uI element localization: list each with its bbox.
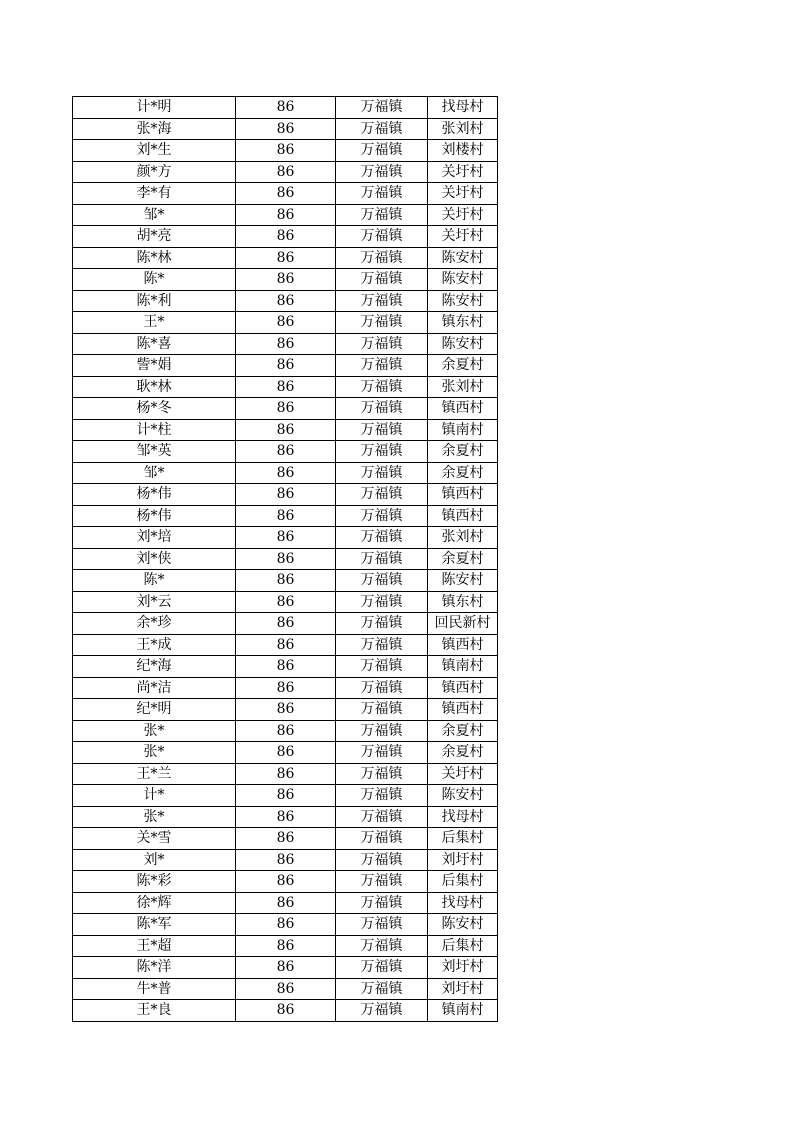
score-cell: 86 <box>236 613 336 635</box>
table-row <box>73 419 498 441</box>
table-row <box>73 333 498 355</box>
town-cell: 万福镇 <box>336 376 428 398</box>
town-cell: 万福镇 <box>336 548 428 570</box>
name-cell: 计*柱 <box>73 419 236 441</box>
score-cell: 86 <box>236 677 336 699</box>
village-cell: 刘圩村 <box>428 978 498 1000</box>
name-cell: 王*良 <box>73 1000 236 1022</box>
village-cell: 镇西村 <box>428 505 498 527</box>
name-cell: 刘* <box>73 849 236 871</box>
name-cell: 计* <box>73 785 236 807</box>
village-cell: 关圩村 <box>428 204 498 226</box>
town-cell: 万福镇 <box>336 785 428 807</box>
town-cell: 万福镇 <box>336 355 428 377</box>
name-cell: 胡*亮 <box>73 226 236 248</box>
village-cell: 关圩村 <box>428 763 498 785</box>
town-cell: 万福镇 <box>336 763 428 785</box>
score-cell: 86 <box>236 763 336 785</box>
name-cell: 王*成 <box>73 634 236 656</box>
table-row <box>73 978 498 1000</box>
score-cell: 86 <box>236 871 336 893</box>
table-row <box>73 505 498 527</box>
village-cell: 余夏村 <box>428 720 498 742</box>
table-row <box>73 441 498 463</box>
town-cell: 万福镇 <box>336 699 428 721</box>
score-cell: 86 <box>236 1000 336 1022</box>
village-cell: 回民新村 <box>428 613 498 635</box>
village-cell: 关圩村 <box>428 161 498 183</box>
table-row <box>73 247 498 269</box>
name-cell: 杨*伟 <box>73 505 236 527</box>
table-row <box>73 204 498 226</box>
village-cell: 陈安村 <box>428 333 498 355</box>
name-cell: 邹* <box>73 204 236 226</box>
town-cell: 万福镇 <box>336 892 428 914</box>
town-cell: 万福镇 <box>336 957 428 979</box>
name-cell: 陈*洋 <box>73 957 236 979</box>
table-row <box>73 871 498 893</box>
village-cell: 找母村 <box>428 806 498 828</box>
town-cell: 万福镇 <box>336 441 428 463</box>
table-row <box>73 462 498 484</box>
score-cell: 86 <box>236 828 336 850</box>
score-cell: 86 <box>236 505 336 527</box>
name-cell: 余*珍 <box>73 613 236 635</box>
name-cell: 纪*明 <box>73 699 236 721</box>
town-cell: 万福镇 <box>336 828 428 850</box>
name-cell: 陈* <box>73 269 236 291</box>
score-cell: 86 <box>236 118 336 140</box>
town-cell: 万福镇 <box>336 742 428 764</box>
name-cell: 徐*辉 <box>73 892 236 914</box>
village-cell: 镇西村 <box>428 634 498 656</box>
score-cell: 86 <box>236 441 336 463</box>
score-cell: 86 <box>236 892 336 914</box>
town-cell: 万福镇 <box>336 247 428 269</box>
score-cell: 86 <box>236 333 336 355</box>
name-cell: 王* <box>73 312 236 334</box>
name-cell: 陈*利 <box>73 290 236 312</box>
village-cell: 张刘村 <box>428 376 498 398</box>
score-cell: 86 <box>236 527 336 549</box>
village-cell: 镇东村 <box>428 312 498 334</box>
table-row <box>73 484 498 506</box>
village-cell: 刘圩村 <box>428 849 498 871</box>
table-row <box>73 376 498 398</box>
town-cell: 万福镇 <box>336 419 428 441</box>
village-cell: 后集村 <box>428 828 498 850</box>
village-cell: 陈安村 <box>428 247 498 269</box>
score-cell: 86 <box>236 806 336 828</box>
village-cell: 刘楼村 <box>428 140 498 162</box>
score-cell: 86 <box>236 226 336 248</box>
score-cell: 86 <box>236 785 336 807</box>
table-row <box>73 226 498 248</box>
town-cell: 万福镇 <box>336 484 428 506</box>
town-cell: 万福镇 <box>336 290 428 312</box>
name-cell: 刘*云 <box>73 591 236 613</box>
score-cell: 86 <box>236 247 336 269</box>
table-row <box>73 183 498 205</box>
score-cell: 86 <box>236 355 336 377</box>
name-cell: 邹*英 <box>73 441 236 463</box>
town-cell: 万福镇 <box>336 118 428 140</box>
score-cell: 86 <box>236 312 336 334</box>
score-cell: 86 <box>236 484 336 506</box>
name-cell: 计*明 <box>73 97 236 119</box>
score-cell: 86 <box>236 290 336 312</box>
village-cell: 镇南村 <box>428 419 498 441</box>
town-cell: 万福镇 <box>336 871 428 893</box>
name-cell: 陈* <box>73 570 236 592</box>
village-cell: 余夏村 <box>428 462 498 484</box>
score-cell: 86 <box>236 699 336 721</box>
table-row <box>73 312 498 334</box>
name-cell: 张* <box>73 806 236 828</box>
village-cell: 关圩村 <box>428 226 498 248</box>
town-cell: 万福镇 <box>336 613 428 635</box>
village-cell: 张刘村 <box>428 527 498 549</box>
table-row <box>73 806 498 828</box>
table-row <box>73 570 498 592</box>
town-cell: 万福镇 <box>336 505 428 527</box>
name-cell: 陈*林 <box>73 247 236 269</box>
table-row <box>73 97 498 119</box>
town-cell: 万福镇 <box>336 462 428 484</box>
town-cell: 万福镇 <box>336 591 428 613</box>
town-cell: 万福镇 <box>336 269 428 291</box>
village-cell: 陈安村 <box>428 290 498 312</box>
village-cell: 镇南村 <box>428 656 498 678</box>
village-cell: 镇西村 <box>428 398 498 420</box>
score-cell: 86 <box>236 548 336 570</box>
score-cell: 86 <box>236 591 336 613</box>
table-row <box>73 720 498 742</box>
village-cell: 关圩村 <box>428 183 498 205</box>
table-row <box>73 656 498 678</box>
name-cell: 杨*冬 <box>73 398 236 420</box>
name-cell: 李*有 <box>73 183 236 205</box>
score-cell: 86 <box>236 376 336 398</box>
name-cell: 陈*喜 <box>73 333 236 355</box>
town-cell: 万福镇 <box>336 806 428 828</box>
table-row <box>73 118 498 140</box>
score-cell: 86 <box>236 161 336 183</box>
name-cell: 訾*娟 <box>73 355 236 377</box>
table-row <box>73 355 498 377</box>
table-row <box>73 935 498 957</box>
table-row <box>73 527 498 549</box>
town-cell: 万福镇 <box>336 656 428 678</box>
village-cell: 镇西村 <box>428 484 498 506</box>
town-cell: 万福镇 <box>336 570 428 592</box>
village-cell: 镇南村 <box>428 1000 498 1022</box>
table-row <box>73 269 498 291</box>
town-cell: 万福镇 <box>336 312 428 334</box>
score-cell: 86 <box>236 634 336 656</box>
table-row <box>73 1000 498 1022</box>
roster-table <box>72 96 498 1022</box>
name-cell: 邹* <box>73 462 236 484</box>
village-cell: 刘圩村 <box>428 957 498 979</box>
table-row <box>73 591 498 613</box>
village-cell: 镇西村 <box>428 677 498 699</box>
table-row <box>73 634 498 656</box>
score-cell: 86 <box>236 914 336 936</box>
town-cell: 万福镇 <box>336 140 428 162</box>
name-cell: 陈*彩 <box>73 871 236 893</box>
name-cell: 耿*林 <box>73 376 236 398</box>
village-cell: 找母村 <box>428 97 498 119</box>
name-cell: 张* <box>73 720 236 742</box>
table-row <box>73 828 498 850</box>
score-cell: 86 <box>236 720 336 742</box>
village-cell: 陈安村 <box>428 269 498 291</box>
table-row <box>73 613 498 635</box>
town-cell: 万福镇 <box>336 677 428 699</box>
name-cell: 刘*生 <box>73 140 236 162</box>
village-cell: 镇西村 <box>428 699 498 721</box>
table-row <box>73 785 498 807</box>
score-cell: 86 <box>236 398 336 420</box>
score-cell: 86 <box>236 957 336 979</box>
table-row <box>73 677 498 699</box>
table-row <box>73 699 498 721</box>
table-row <box>73 548 498 570</box>
town-cell: 万福镇 <box>336 333 428 355</box>
village-cell: 余夏村 <box>428 355 498 377</box>
name-cell: 陈*军 <box>73 914 236 936</box>
table-row <box>73 290 498 312</box>
score-cell: 86 <box>236 97 336 119</box>
village-cell: 后集村 <box>428 871 498 893</box>
name-cell: 杨*伟 <box>73 484 236 506</box>
village-cell: 陈安村 <box>428 785 498 807</box>
score-cell: 86 <box>236 462 336 484</box>
village-cell: 陈安村 <box>428 914 498 936</box>
town-cell: 万福镇 <box>336 720 428 742</box>
name-cell: 尚*洁 <box>73 677 236 699</box>
town-cell: 万福镇 <box>336 1000 428 1022</box>
village-cell: 余夏村 <box>428 441 498 463</box>
name-cell: 关*雪 <box>73 828 236 850</box>
village-cell: 陈安村 <box>428 570 498 592</box>
village-cell: 找母村 <box>428 892 498 914</box>
name-cell: 张* <box>73 742 236 764</box>
score-cell: 86 <box>236 656 336 678</box>
score-cell: 86 <box>236 935 336 957</box>
name-cell: 刘*培 <box>73 527 236 549</box>
town-cell: 万福镇 <box>336 914 428 936</box>
town-cell: 万福镇 <box>336 527 428 549</box>
name-cell: 张*海 <box>73 118 236 140</box>
roster-table-body <box>73 97 498 1022</box>
town-cell: 万福镇 <box>336 634 428 656</box>
table-row <box>73 140 498 162</box>
table-row <box>73 849 498 871</box>
score-cell: 86 <box>236 140 336 162</box>
table-row <box>73 398 498 420</box>
table-row <box>73 892 498 914</box>
village-cell: 后集村 <box>428 935 498 957</box>
name-cell: 纪*海 <box>73 656 236 678</box>
name-cell: 王*超 <box>73 935 236 957</box>
score-cell: 86 <box>236 849 336 871</box>
score-cell: 86 <box>236 204 336 226</box>
name-cell: 颜*方 <box>73 161 236 183</box>
score-cell: 86 <box>236 419 336 441</box>
table-row <box>73 161 498 183</box>
score-cell: 86 <box>236 570 336 592</box>
town-cell: 万福镇 <box>336 183 428 205</box>
town-cell: 万福镇 <box>336 935 428 957</box>
table-row <box>73 957 498 979</box>
name-cell: 王*兰 <box>73 763 236 785</box>
table-row <box>73 763 498 785</box>
town-cell: 万福镇 <box>336 97 428 119</box>
town-cell: 万福镇 <box>336 161 428 183</box>
score-cell: 86 <box>236 183 336 205</box>
town-cell: 万福镇 <box>336 849 428 871</box>
village-cell: 余夏村 <box>428 742 498 764</box>
town-cell: 万福镇 <box>336 226 428 248</box>
village-cell: 张刘村 <box>428 118 498 140</box>
table-row <box>73 914 498 936</box>
village-cell: 余夏村 <box>428 548 498 570</box>
score-cell: 86 <box>236 269 336 291</box>
village-cell: 镇东村 <box>428 591 498 613</box>
table-row <box>73 742 498 764</box>
score-cell: 86 <box>236 742 336 764</box>
town-cell: 万福镇 <box>336 978 428 1000</box>
name-cell: 刘*侠 <box>73 548 236 570</box>
name-cell: 牛*普 <box>73 978 236 1000</box>
town-cell: 万福镇 <box>336 398 428 420</box>
town-cell: 万福镇 <box>336 204 428 226</box>
score-cell: 86 <box>236 978 336 1000</box>
